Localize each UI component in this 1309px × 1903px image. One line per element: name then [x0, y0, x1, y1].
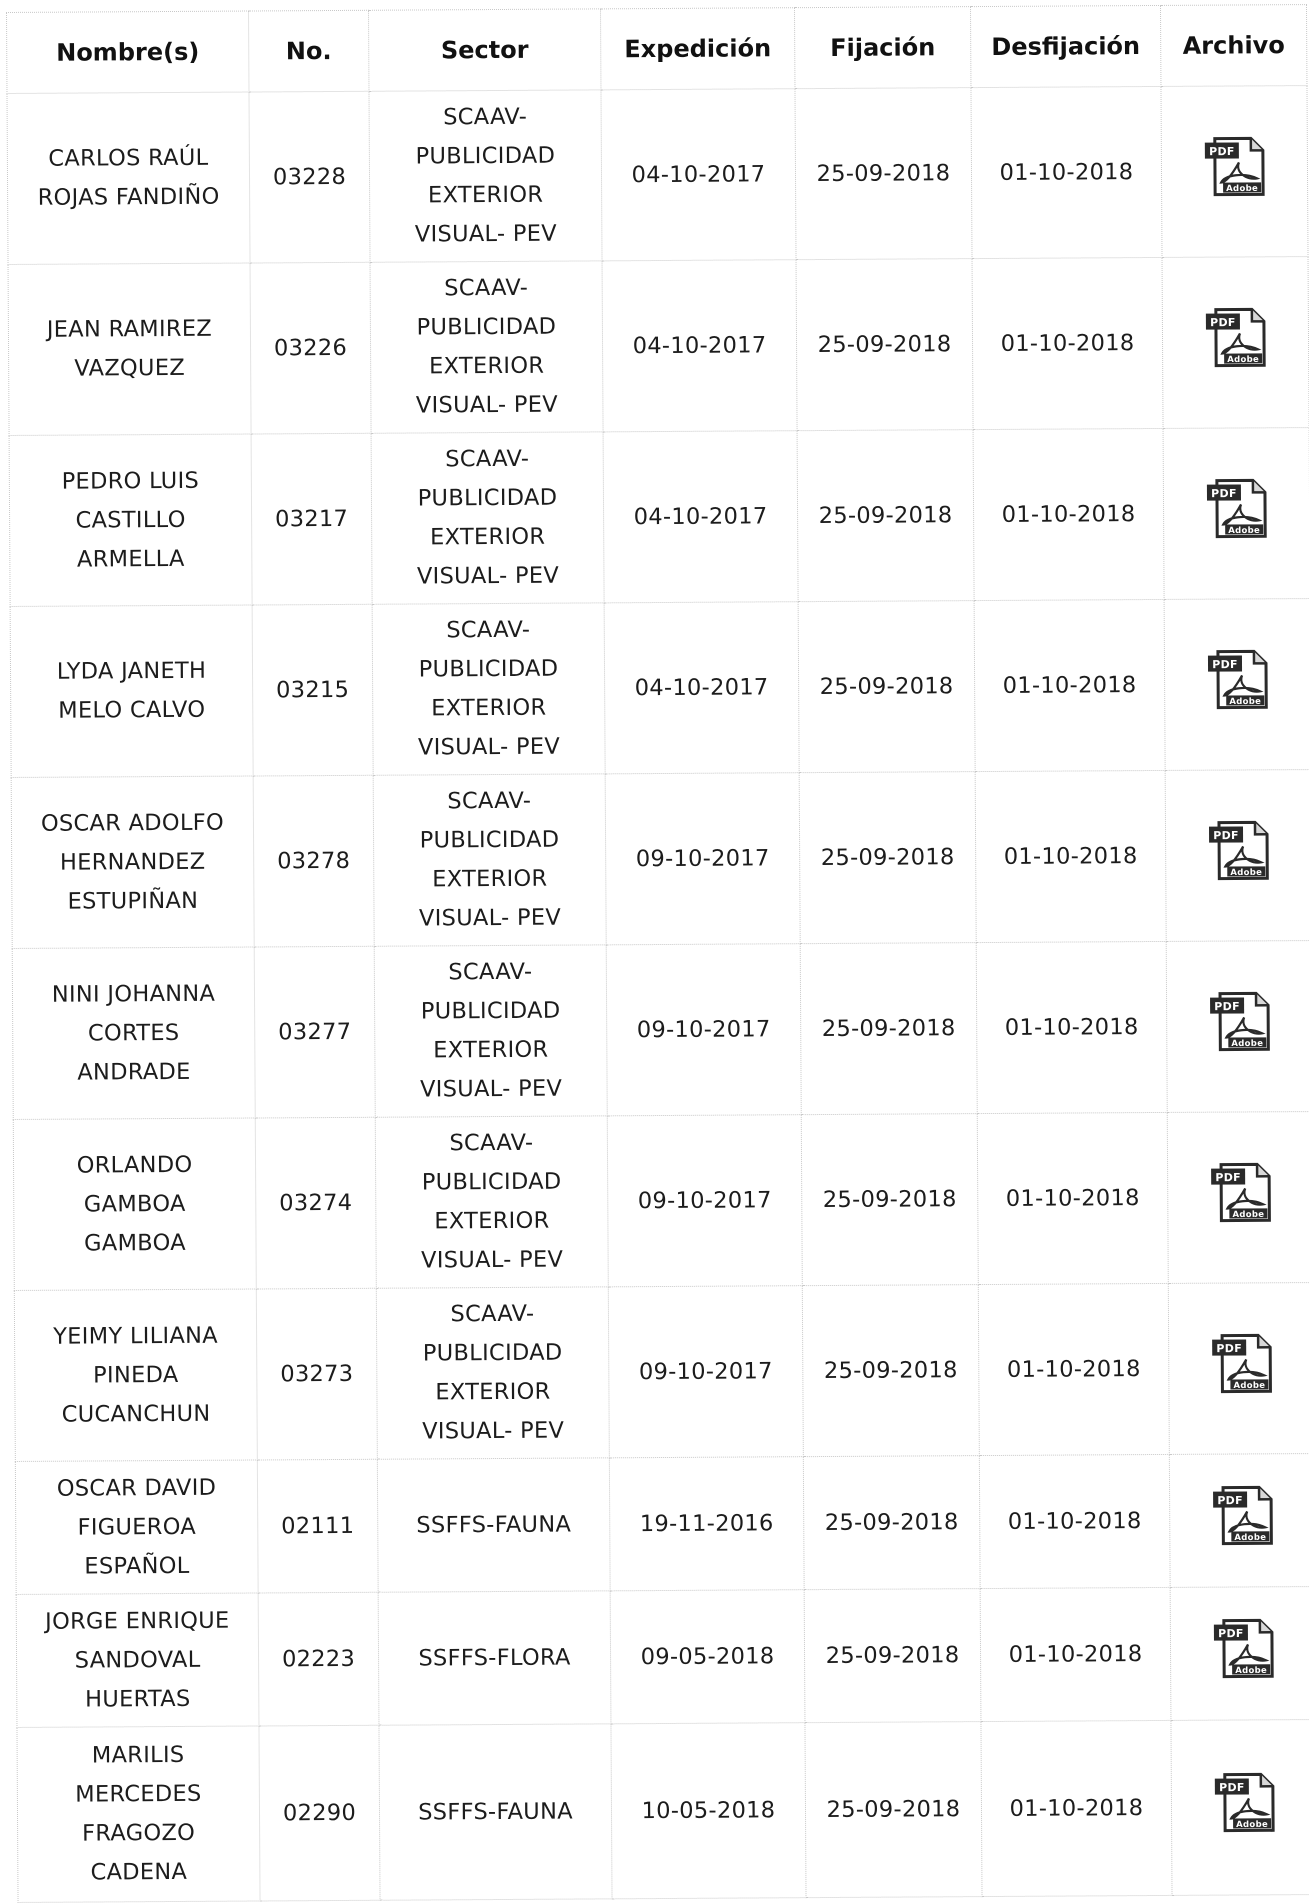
cell-no [259, 1725, 380, 1901]
cell-fijacion-text: 25-09-2018 [819, 672, 954, 700]
cell-archivo [1164, 599, 1309, 771]
cell-expedicion [609, 1457, 804, 1591]
table-row [8, 257, 1309, 436]
svg-text:Adobe: Adobe [1226, 354, 1259, 365]
cell-sector-text: SSFFS-FAUNA [416, 1511, 572, 1539]
cell-expedicion [606, 944, 801, 1116]
header-sector: Sector [368, 9, 600, 91]
cell-desfijacion [978, 1283, 1169, 1455]
cell-expedicion [602, 260, 797, 432]
cell-desfijacion-text: 01-10-2018 [1001, 500, 1136, 528]
cell-expedicion [611, 1723, 806, 1899]
cell-nombre-text: LYDA JANETH MELO CALVO [56, 657, 207, 724]
cell-no-text: 03215 [276, 676, 350, 703]
cell-expedicion-text: 09-05-2018 [640, 1642, 775, 1670]
cell-fijacion [801, 1114, 978, 1286]
cell-archivo [1168, 1283, 1309, 1455]
cell-fijacion [800, 943, 977, 1115]
svg-text:Adobe: Adobe [1230, 1038, 1263, 1049]
cell-desfijacion [979, 1454, 1170, 1588]
pdf-adobe-icon[interactable] [1205, 987, 1273, 1053]
cell-expedicion [603, 431, 798, 603]
cell-fijacion [798, 601, 975, 773]
cell-archivo [1169, 1454, 1309, 1588]
cell-expedicion-text: 04-10-2017 [633, 502, 768, 530]
cell-expedicion [608, 1286, 803, 1458]
cell-desfijacion-text: 01-10-2018 [1003, 842, 1138, 870]
header-expedicion: Expedición [600, 8, 794, 90]
cell-desfijacion [976, 941, 1167, 1113]
cell-nombre [16, 1593, 259, 1727]
cell-nombre [8, 263, 251, 435]
cell-no [249, 91, 370, 263]
cell-no-text: 02290 [282, 1799, 357, 1826]
cell-no-text: 03228 [272, 163, 347, 190]
table-row [17, 1720, 1309, 1903]
cell-sector-text: SCAAV-PUBLICIDAD EXTERIOR VISUAL- PEV [422, 1300, 565, 1445]
svg-text:PDF: PDF [1218, 1780, 1245, 1794]
cell-sector-text: SCAAV-PUBLICIDAD EXTERIOR VISUAL- PEV [419, 958, 563, 1103]
cell-fijacion [796, 259, 973, 431]
cell-desfijacion [973, 428, 1164, 600]
cell-nombre-text: CARLOS RAÚL ROJAS FANDIÑO [37, 144, 220, 211]
cell-sector [375, 1116, 608, 1288]
cell-sector-text: SCAAV-PUBLICIDAD EXTERIOR VISUAL- PEV [415, 274, 559, 419]
pdf-adobe-icon[interactable] [1208, 1481, 1276, 1547]
cell-fijacion [803, 1456, 980, 1590]
cell-desfijacion [975, 770, 1166, 942]
pdf-adobe-icon[interactable] [1204, 816, 1272, 882]
pdf-adobe-icon[interactable] [1209, 1614, 1277, 1680]
table-row [12, 941, 1309, 1120]
cell-fijacion-text: 25-09-2018 [821, 1014, 956, 1042]
svg-text:Adobe: Adobe [1231, 1209, 1264, 1220]
cell-sector-text: SCAAV-PUBLICIDAD EXTERIOR VISUAL- PEV [416, 445, 560, 590]
cell-desfijacion-text: 01-10-2018 [1007, 1507, 1142, 1535]
cell-nombre [11, 776, 254, 948]
cell-nombre-text: OSCAR ADOLFO HERNANDEZ ESTUPIÑAN [40, 809, 225, 915]
cell-sector [379, 1724, 612, 1900]
header-desfijacion: Desfijación [970, 5, 1160, 87]
pdf-adobe-icon[interactable] [1201, 303, 1269, 369]
pdf-adobe-icon[interactable] [1208, 1329, 1276, 1395]
pdf-adobe-icon[interactable] [1207, 1158, 1275, 1224]
svg-text:PDF: PDF [1213, 999, 1240, 1013]
svg-text:Adobe: Adobe [1235, 1819, 1268, 1830]
table-body [7, 86, 1309, 1903]
svg-text:Adobe: Adobe [1225, 183, 1258, 194]
cell-sector [372, 603, 605, 775]
cell-expedicion [604, 602, 799, 774]
cell-sector [377, 1458, 610, 1592]
cell-expedicion-text: 04-10-2017 [631, 160, 766, 188]
cell-no [254, 946, 375, 1118]
cell-expedicion [607, 1115, 802, 1287]
cell-no [250, 262, 371, 434]
cell-nombre-text: PEDRO LUIS CASTILLO ARMELLA [61, 467, 200, 573]
cell-expedicion-text: 09-10-2017 [637, 1186, 772, 1214]
svg-text:PDF: PDF [1208, 144, 1235, 158]
cell-nombre-text: YEIMY LILIANA PINEDA CUCANCHUN [53, 1322, 219, 1428]
cell-desfijacion-text: 01-10-2018 [1006, 1355, 1141, 1383]
cell-sector [374, 945, 607, 1117]
cell-sector-text: SCAAV-PUBLICIDAD EXTERIOR VISUAL- PEV [421, 1129, 564, 1274]
table-row [15, 1454, 1309, 1595]
cell-desfijacion-text: 01-10-2018 [1002, 671, 1137, 699]
table-row [7, 86, 1308, 265]
svg-text:PDF: PDF [1212, 828, 1239, 842]
cell-expedicion-text: 04-10-2017 [634, 673, 769, 701]
cell-fijacion-text: 25-09-2018 [816, 159, 951, 187]
cell-fijacion-text: 25-09-2018 [820, 843, 955, 871]
cell-no-text: 02111 [281, 1512, 355, 1539]
cell-no-text: 03278 [277, 847, 351, 874]
cell-fijacion-text: 25-09-2018 [818, 501, 953, 529]
cell-desfijacion-text: 01-10-2018 [1000, 329, 1135, 357]
header-fijacion: Fijación [794, 7, 970, 89]
cell-sector [370, 261, 603, 433]
cell-expedicion-text: 19-11-2016 [639, 1509, 774, 1537]
cell-expedicion [610, 1590, 805, 1724]
svg-text:PDF: PDF [1211, 657, 1238, 671]
cell-nombre-text: NINI JOHANNA CORTES ANDRADE [51, 980, 216, 1086]
svg-text:PDF: PDF [1215, 1341, 1242, 1355]
cell-sector [376, 1287, 609, 1459]
cell-desfijacion-text: 01-10-2018 [1004, 1013, 1139, 1041]
svg-text:Adobe: Adobe [1227, 525, 1260, 536]
cell-no-text: 03217 [274, 505, 349, 532]
cell-nombre [13, 1118, 256, 1290]
cell-archivo [1162, 257, 1309, 429]
cell-fijacion [797, 430, 974, 602]
table-row [9, 428, 1309, 607]
table-row [10, 599, 1309, 778]
header-no: No. [248, 10, 368, 92]
cell-sector-text: SCAAV-PUBLICIDAD EXTERIOR VISUAL- PEV [418, 787, 562, 932]
cell-sector-text: SSFFS-FLORA [418, 1644, 571, 1672]
svg-text:Adobe: Adobe [1228, 696, 1261, 707]
cell-sector [371, 432, 604, 604]
cell-desfijacion [974, 599, 1165, 771]
cell-expedicion-text: 10-05-2018 [641, 1796, 776, 1824]
cell-sector [378, 1591, 611, 1725]
cell-fijacion [799, 772, 976, 944]
cell-nombre-text: MARILIS MERCEDES FRAGOZO CADENA [75, 1741, 202, 1886]
cell-fijacion-text: 25-09-2018 [822, 1185, 957, 1213]
pdf-adobe-icon[interactable] [1203, 645, 1271, 711]
cell-no [253, 775, 374, 947]
header-row [7, 5, 1307, 94]
cell-no-text: 03274 [279, 1189, 353, 1216]
cell-desfijacion-text: 01-10-2018 [1005, 1184, 1140, 1212]
cell-no-text: 03277 [278, 1018, 352, 1045]
svg-text:Adobe: Adobe [1233, 1532, 1266, 1543]
cell-no-text: 02223 [281, 1645, 356, 1672]
document-sheet [6, 4, 1309, 1892]
cell-nombre [12, 947, 255, 1119]
cell-expedicion-text: 04-10-2017 [632, 331, 767, 359]
cell-nombre [9, 434, 252, 606]
cell-sector-text: SCAAV-PUBLICIDAD EXTERIOR VISUAL- PEV [414, 103, 557, 248]
cell-archivo [1163, 428, 1309, 600]
cell-fijacion-text: 25-09-2018 [825, 1641, 960, 1669]
cell-fijacion [805, 1722, 982, 1898]
svg-text:Adobe: Adobe [1234, 1665, 1267, 1676]
cell-fijacion-text: 25-09-2018 [824, 1508, 959, 1536]
cell-archivo [1166, 941, 1309, 1113]
cell-expedicion [605, 773, 800, 945]
cell-no [258, 1592, 379, 1726]
cell-nombre-text: JEAN RAMIREZ VAZQUEZ [46, 315, 213, 382]
cell-nombre [15, 1460, 258, 1594]
cell-fijacion-text: 25-09-2018 [823, 1356, 958, 1384]
header-archivo: Archivo [1160, 5, 1306, 87]
cell-fijacion [795, 88, 972, 260]
cell-desfijacion [977, 1112, 1168, 1284]
cell-nombre [14, 1289, 257, 1461]
cell-nombre [10, 605, 253, 777]
cell-archivo [1167, 1112, 1309, 1284]
cell-no [252, 604, 373, 776]
cell-no [251, 433, 372, 605]
table-row [11, 770, 1309, 949]
svg-text:PDF: PDF [1210, 486, 1237, 500]
cell-expedicion [601, 89, 796, 261]
table-row [14, 1283, 1309, 1462]
cell-fijacion-text: 25-09-2018 [826, 1795, 961, 1823]
table-row [13, 1112, 1309, 1291]
cell-sector [369, 90, 602, 262]
cell-nombre [7, 92, 250, 264]
cell-archivo [1171, 1720, 1309, 1896]
cell-desfijacion [971, 86, 1162, 258]
pdf-adobe-icon[interactable] [1202, 474, 1270, 540]
header-nombre: Nombre(s) [7, 11, 249, 93]
cell-desfijacion [980, 1587, 1171, 1721]
cell-expedicion-text: 09-10-2017 [635, 844, 770, 872]
cell-fijacion [802, 1285, 979, 1457]
cell-no [256, 1288, 377, 1460]
svg-text:Adobe: Adobe [1229, 867, 1262, 878]
cell-no-text: 03273 [280, 1360, 354, 1387]
cell-desfijacion [972, 257, 1163, 429]
pdf-adobe-icon[interactable] [1210, 1768, 1278, 1834]
cell-fijacion-text: 25-09-2018 [817, 330, 952, 358]
cell-no [255, 1117, 376, 1289]
cell-sector-text: SCAAV-PUBLICIDAD EXTERIOR VISUAL- PEV [417, 616, 561, 761]
svg-text:PDF: PDF [1214, 1170, 1241, 1184]
cell-nombre-text: ORLANDO GAMBOA GAMBOA [76, 1151, 193, 1257]
cell-archivo [1161, 86, 1308, 258]
cell-sector [373, 774, 606, 946]
cell-sector-text: SSFFS-FAUNA [418, 1798, 573, 1826]
cell-nombre [17, 1726, 260, 1902]
cell-archivo [1165, 770, 1309, 942]
svg-text:Adobe: Adobe [1232, 1380, 1265, 1391]
cell-archivo [1170, 1587, 1309, 1721]
cell-nombre-text: JORGE ENRIQUE SANDOVAL HUERTAS [45, 1607, 230, 1713]
pdf-adobe-icon[interactable] [1200, 132, 1268, 198]
svg-text:PDF: PDF [1216, 1493, 1243, 1507]
edictos-table [6, 4, 1309, 1903]
svg-text:PDF: PDF [1209, 315, 1236, 329]
cell-desfijacion-text: 01-10-2018 [1009, 1794, 1144, 1822]
cell-desfijacion-text: 01-10-2018 [999, 158, 1134, 186]
cell-nombre-text: OSCAR DAVID FIGUEROA ESPAÑOL [56, 1474, 217, 1580]
cell-desfijacion [981, 1720, 1172, 1896]
cell-expedicion-text: 09-10-2017 [636, 1015, 771, 1043]
table-row [16, 1587, 1309, 1728]
svg-text:PDF: PDF [1217, 1626, 1244, 1640]
cell-expedicion-text: 09-10-2017 [638, 1357, 773, 1385]
cell-no [257, 1459, 378, 1593]
cell-fijacion [804, 1589, 981, 1723]
cell-no-text: 03226 [273, 334, 348, 361]
cell-desfijacion-text: 01-10-2018 [1008, 1640, 1143, 1668]
